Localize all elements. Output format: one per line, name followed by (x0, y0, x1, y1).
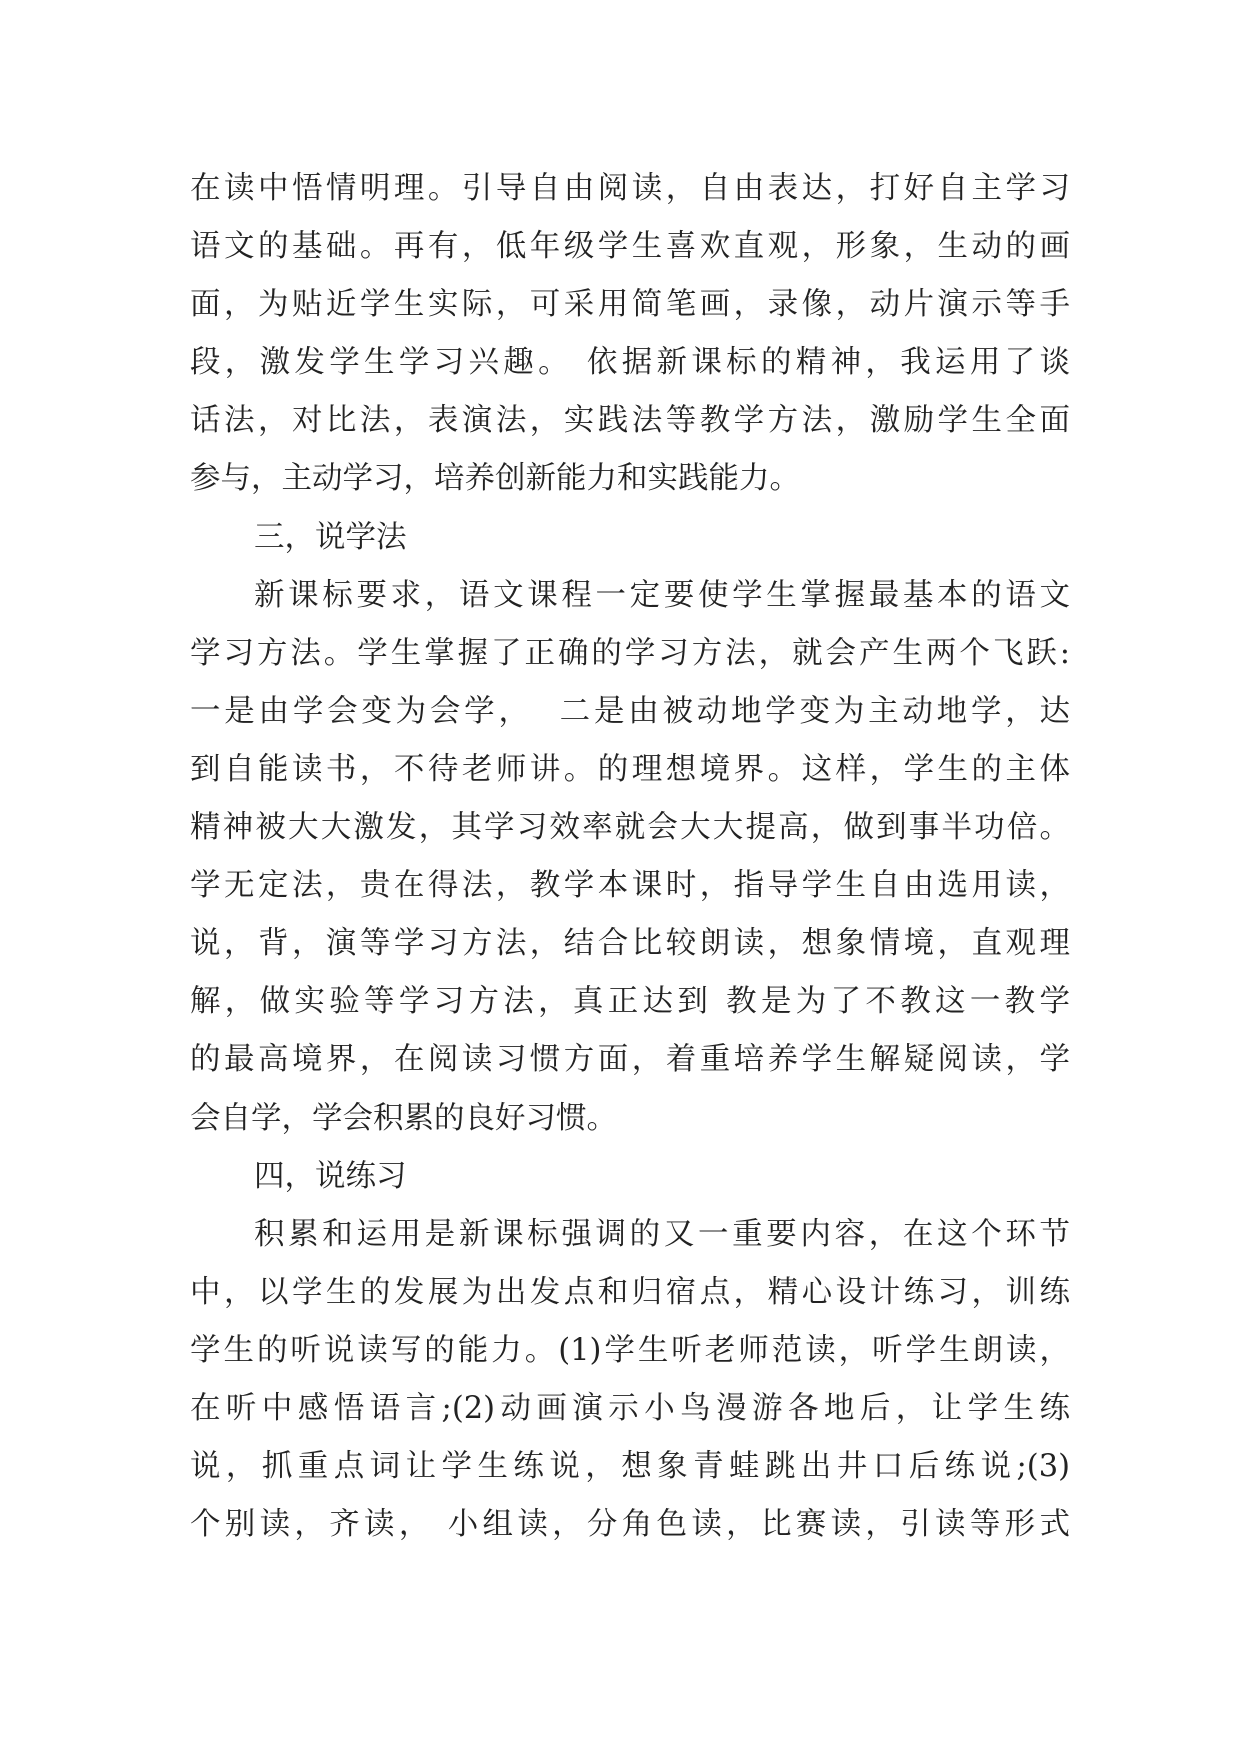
text-line: 精神被大大激发，其学习效率就会大大提高，做到事半功倍。 (190, 810, 1070, 846)
text-line: 在听中感悟语言;(2)动画演示小鸟漫游各地后，让学生练 (190, 1390, 1070, 1426)
text-line: 面，为贴近学生实际，可采用简笔画，录像，动片演示等手 (190, 287, 1070, 323)
text-line: 积累和运用是新课标强调的又一重要内容，在这个环节 (254, 1216, 1070, 1252)
text-line: 学无定法，贵在得法，教学本课时，指导学生自由选用读， (190, 868, 1070, 904)
text-line: 中，以学生的发展为出发点和归宿点，精心设计练习，训练 (190, 1274, 1070, 1310)
section-heading: 四，说练习 (254, 1158, 407, 1194)
text-line: 在读中悟情明理。引导自由阅读，自由表达，打好自主学习 (190, 171, 1070, 206)
text-line: 语文的基础。再有，低年级学生喜欢直观，形象，生动的画 (190, 229, 1070, 265)
text-line: 到自能读书，不待老师讲。的理想境界。这样，学生的主体 (190, 751, 1070, 787)
text-line: 会自学，学会积累的良好习惯。 (190, 1100, 617, 1136)
text-line: 话法，对比法，表演法，实践法等教学方法，激励学生全面 (190, 403, 1070, 439)
text-line: 个别读，齐读， 小组读，分角色读，比赛读，引读等形式 (190, 1507, 1070, 1543)
body-text (190, 160, 1070, 1554)
text-line: 的最高境界，在阅读习惯方面，着重培养学生解疑阅读，学 (190, 1042, 1070, 1078)
text-line: 说，抓重点词让学生练说，想象青蛙跳出井口后练说;(3) (190, 1449, 1070, 1485)
text-line: 学生的听说读写的能力。(1)学生听老师范读，听学生朗读， (190, 1332, 1070, 1368)
text-line: 段，激发学生学习兴趣。 依据新课标的精神，我运用了谈 (190, 345, 1070, 381)
text-line: 参与，主动学习，培养创新能力和实践能力。 (190, 461, 800, 497)
section-heading: 三，说学法 (254, 519, 407, 555)
text-line: 学习方法。学生掌握了正确的学习方法，就会产生两个飞跃: (190, 635, 1070, 671)
text-line: 解，做实验等学习方法，真正达到 教是为了不教这一教学 (190, 984, 1070, 1020)
text-line: 新课标要求，语文课程一定要使学生掌握最基本的语文 (254, 577, 1070, 613)
text-line: 一是由学会变为会学， 二是由被动地学变为主动地学，达 (190, 693, 1070, 729)
text-line: 说，背，演等学习方法，结合比较朗读，想象情境，直观理 (190, 926, 1070, 962)
